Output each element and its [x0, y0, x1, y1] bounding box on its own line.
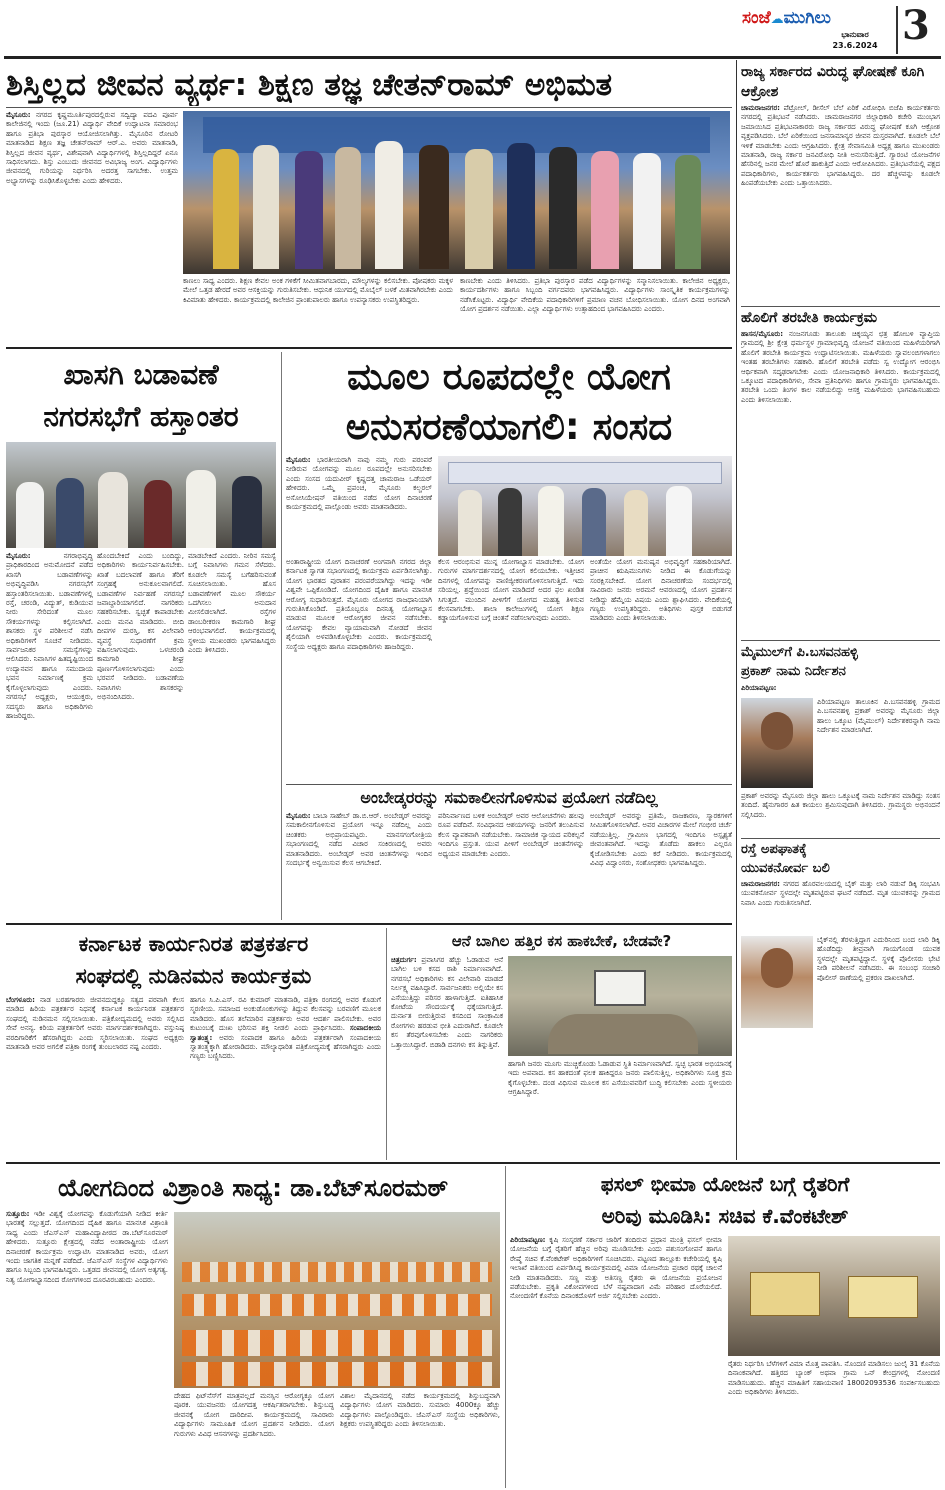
story3-col2: ಅಂತಾರಾಷ್ಟ್ರೀಯ ಯೋಗ ದಿನಾಚರಣೆ ಅಂಗವಾಗಿ ನಗರದ ಜಿಲ್ಲಾ ಕರ್ನಾಟಕ ಸ್ವಾಗತ ಸಭಾಂಗಣದಲ್ಲಿ ಕಾರ್ಯಕ್ರಮ ಏರ್ಪಡಿಸಲಾಗಿತ್ತು. ಯೋಗ ಭಾರತದ ಪುರಾತನ ಪರಂಪರೆಯಾಗಿದ್ದು ಇದನ್ನು ಇಡೀ ವಿಶ್ವವೇ ಒಪ್ಪಿಕೊಂಡಿದೆ. ಯೋಗದಿಂದ ದೈಹಿಕ ಹಾಗೂ ಮಾನಸಿಕ ಆರೋಗ್ಯ ಸುಧಾರಿಸುತ್ತದೆ. ಮೈಸೂರು ಯೋಗದ ರಾಜಧಾನಿಯಾಗಿ ಗುರುತಿಸಿಕೊಂಡಿದೆ. ಪ್ರತಿಯೊಬ್ಬರೂ ದಿನನಿತ್ಯ ಯೋಗಾಭ್ಯಾಸ ಮಾಡುವ ಮೂಲಕ ಆರೋಗ್ಯಕರ ಜೀವನ ನಡೆಸಬೇಕು. ಯೋಗವನ್ನು ಕೇವಲ ವ್ಯಾಯಾಮವಾಗಿ ನೋಡದೆ ಜೀವನ ಶೈಲಿಯಾಗಿ ಅಳವಡಿಸಿಕೊಳ್ಳಬೇಕು ಎಂದರು. ಕಾರ್ಯಕ್ರಮದಲ್ಲಿ ಸಂಸ್ಥೆಯ ಅಧ್ಯಕ್ಷರು ಹಾಗೂ ಪದಾಧಿಕಾರಿಗಳು ಹಾಜರಿದ್ದರು.: [286, 558, 432, 651]
guest-figure-2: [253, 145, 279, 269]
story6-headline: ಆನೆ ಬಾಗಿಲ ಹತ್ತಿರ ಕಸ ಹಾಕಬೇಕೆ, ಬೇಡವೇ?: [451, 932, 672, 950]
sidebar4-headline-line2: ಯುವಕನೋರ್ವ ಬಲಿ: [741, 861, 830, 876]
sidebar1-dateline: ಚಾಮರಾಜನಗರ:: [741, 104, 780, 112]
crowd-figure-5: [186, 470, 216, 548]
stage-banner: [203, 117, 710, 153]
event-guest-4: [582, 488, 606, 556]
story5-col2-text: ಹಾಗೂ ಸಿ.ಪಿ.ಎಸ್. ರವಿ ಕುಮಾರ್ ಮಾತನಾಡಿ, ಪತ್ರಿಕಾ ರಂಗದಲ್ಲಿ ಅವರ ಕೊಡುಗೆ ಸ್ಮರಣೀಯ. ಸಮಾಜದ ಅಂಕುಡೊಂಕುಗಳನ್ನು ತಿದ್ದುವ ಕೆಲಸವನ್ನು ಬರವಣಿಗೆ ಮೂಲಕ ಮಾಡಿದರು. ಹೊಸ ತಲೆಮಾರಿನ ಪತ್ರಕರ್ತರು ಅವರ ಆದರ್ಶ ಪಾಲಿಸಬೇಕು. ಅವರ ಕುಟುಂಬಕ್ಕೆ ದುಃಖ ಭರಿಸುವ ಶಕ್ತಿ ನೀಡಲಿ ಎಂದು ಪ್ರಾರ್ಥಿಸಿದರು.: [190, 996, 381, 1033]
sidebar3-headline-line1: ಮೈಮುಲ್‌ಗೆ ಪಿ.ಬಸವನಹಳ್ಳಿ: [741, 645, 858, 660]
masthead-logo: [742, 7, 892, 29]
masthead-divider: [896, 6, 898, 54]
garbage-pile: [548, 1014, 698, 1054]
story3-headline-line2: ಅನುಸರಣೆಯಾಗಲಿ: ಸಂಸದ: [345, 405, 673, 448]
story4-col1-text: ಬಾಬಾ ಸಾಹೇಬ್ ಡಾ.ಬಿ.ಆರ್. ಅಂಬೇಡ್ಕರ್ ಅವರನ್ನು ಸಮಕಾಲೀನಗೊಳಿಸುವ ಪ್ರಯೋಗ ಇನ್ನೂ ನಡೆದಿಲ್ಲ ಎಂದು ಚಿಂತಕರು ಅಭಿಪ್ರಾಯಪಟ್ಟರು. ಮಾನಸಗಂಗೋತ್ರಿಯ ಸಭಾಂಗಣದಲ್ಲಿ ನಡೆದ ವಿಚಾರ ಸಂಕಿರಣದಲ್ಲಿ ಅವರು ಮಾತನಾಡಿದರು. ಅಂಬೇಡ್ಕರ್ ಅವರ ಚಿಂತನೆಗಳನ್ನು ಇಂದಿನ ಸಂದರ್ಭಕ್ಕೆ ಅನ್ವಯಿಸುವ ಕೆಲಸ ಆಗಬೇಕಿದೆ.: [286, 812, 432, 868]
story5-col2-more: ಅವರು ಸಂಪಾದಕ ಹಾಗೂ ಹಿರಿಯ ಪತ್ರಕರ್ತರಾಗಿ ಸಂಪಾದಕೀಯ ಸ್ವಾತಂತ್ರ್ಯಕ್ಕಾಗಿ ಹೋರಾಡಿದರು. ಮೌಲ್ಯಾಧಾರಿತ ಪತ್ರಿಕೋದ್ಯಮಕ್ಕೆ ಹೆಸರಾಗಿದ್ದರು ಎಂದು ಗಣ್ಯರು ಬಣ್ಣಿಸಿದರು.: [190, 1033, 381, 1061]
rule-below-story1: [6, 347, 732, 349]
story6-col2: ಹಾಗಾಗಿ ಜನರು ಮೂಗು ಮುಚ್ಚಿಕೊಂಡು ಓಡಾಡುವ ಸ್ಥಿತಿ ನಿರ್ಮಾಣವಾಗಿದೆ. ಸ್ವಚ್ಛ ಭಾರತ ಅಭಿಯಾನಕ್ಕೆ ಇದು ಅಪವಾದ. ಕಸ ಹಾಕದಂತೆ ಫಲಕ ಹಾಕಿದ್ದರೂ ಜನರು ಪಾಲಿಸುತ್ತಿಲ್ಲ. ಅಧಿಕಾರಿಗಳು ಸೂಕ್ತ ಕ್ರಮ ಕೈಗೊಳ್ಳಬೇಕು. ದಂಡ ವಿಧಿಸುವ ಮೂಲಕ ಕಸ ಎಸೆಯುವವರಿಗೆ ಬುದ್ಧಿ ಕಲಿಸಬೇಕು ಎಂದು ಸ್ಥಳೀಯರು ಆಗ್ರಹಿಸಿದ್ದಾರೆ.: [508, 1060, 732, 1097]
story2-photo: [6, 442, 276, 548]
sidebar2-headline: ಹೊಲಿಗೆ ತರಬೇತಿ ಕಾರ್ಯಕ್ರಮ: [741, 310, 878, 326]
story5-col2-dateline: ಸಂಪಾದಕೀಯ ಸ್ವಾತಂತ್ರ್ಯ:: [190, 1024, 381, 1042]
masthead-date: 23.6.2024: [832, 41, 878, 50]
story5-divider: [386, 928, 387, 1160]
sidebar3-headline-line2: ಪ್ರಕಾಶ್ ನಾಮ ನಿರ್ದೇಶನ: [741, 664, 846, 679]
guest-figure-4: [335, 147, 361, 269]
sidebar3-body-bottom: ಪ್ರಕಾಶ್ ಅವರನ್ನು ಮೈಸೂರು ಜಿಲ್ಲಾ ಹಾಲು ಒಕ್ಕೂಟಕ್ಕೆ ನಾಮ ನಿರ್ದೇಶನ ಮಾಡಿದ್ದು ಸಂತಸ ತಂದಿದೆ. ಹೈನುಗಾರರ ಹಿತ ಕಾಯಲು ಶ್ರಮಿಸುವುದಾಗಿ ತಿಳಿಸಿದರು. ಗ್ರಾಮಸ್ಥರು ಅಭಿನಂದನೆ ಸಲ್ಲಿಸಿದರು.: [741, 792, 940, 819]
guest-figure-9: [549, 147, 577, 269]
guest-figure-5: [375, 141, 403, 269]
story3-col1: [286, 456, 432, 554]
guest-figure-11: [633, 153, 661, 269]
story6-photo: [508, 956, 732, 1056]
sidebar2-rule: [741, 640, 940, 641]
event-guest-5: [624, 490, 648, 556]
story8-photo: [728, 1236, 940, 1356]
crowd-figure-2: [56, 478, 84, 548]
crowd-figure-4: [144, 480, 172, 548]
rule-above-bottom: [6, 1162, 940, 1164]
story5-col2: [190, 996, 381, 1158]
guest-figure-6: [419, 145, 449, 269]
story1-headline: ಶಿಸ್ತಿಲ್ಲದ ಜೀವನ ವ್ಯರ್ಥ: ಶಿಕ್ಷಣ ತಜ್ಞ ಚೇತನ್‌ರಾಮ್ ಅಭಿಮತ: [6, 67, 613, 103]
story1-col2: ಕಾಣಲು ಸಾಧ್ಯ ಎಂದರು. ಶಿಕ್ಷಣ ಕೇವಲ ಅಂಕ ಗಳಿಕೆಗೆ ಸೀಮಿತವಾಗಬಾರದು, ಮೌಲ್ಯಗಳನ್ನು ಕಲಿಸಬೇಕು. ಪೋಷಕರು ಮಕ್ಕಳ ಮೇಲೆ ಒತ್ತಡ ಹೇರದೆ ಅವರ ಆಸಕ್ತಿಯನ್ನು ಗುರುತಿಸಬೇಕು. ಆಧುನಿಕ ಯುಗದಲ್ಲಿ ಮೊಬೈಲ್ ಬಳಕೆ ಮಿತವಾಗಿರಬೇಕು ಎಂದು ಕಿವಿಮಾತು ಹೇಳಿದರು. ಕಾರ್ಯಕ್ರಮದಲ್ಲಿ ಕಾಲೇಜಿನ ಪ್ರಾಂಶುಪಾಲರು ಹಾಗೂ ಉಪನ್ಯಾಸಕರು ಉಪಸ್ಥಿತರಿದ್ದರು.: [183, 277, 453, 304]
event-guest-1: [458, 490, 482, 556]
story7-col1: [6, 1210, 168, 1486]
event-guest-6: [666, 486, 692, 556]
story5-dateline: ಬೆಂಗಳೂರು:: [6, 996, 35, 1004]
sidebar1-text: ಪೆಟ್ರೋಲ್, ಡೀಸೆಲ್ ಬೆಲೆ ಏರಿಕೆ ವಿರೋಧಿಸಿ ಬಿಜೆಪಿ ಕಾರ್ಯಕರ್ತರು ನಗರದಲ್ಲಿ ಪ್ರತಿಭಟನೆ ನಡೆಸಿದರು. ಚಾಮರಾಜನಗರ ಜಿಲ್ಲಾಧಿಕಾರಿ ಕಚೇರಿ ಮುಂಭಾಗ ಜಮಾಯಿಸಿದ ಪ್ರತಿಭಟನಾಕಾರರು ರಾಜ್ಯ ಸರ್ಕಾರದ ವಿರುದ್ಧ ಘೋಷಣೆ ಕೂಗಿ ಆಕ್ರೋಶ ವ್ಯಕ್ತಪಡಿಸಿದರು. ಬೆಲೆ ಏರಿಕೆಯಿಂದ ಜನಸಾಮಾನ್ಯರ ಜೀವನ ದುಸ್ತರವಾಗಿದೆ. ಕೂಡಲೇ ಬೆಲೆ ಇಳಿಕೆ ಮಾಡಬೇಕು ಎಂದು ಆಗ್ರಹಿಸಿದರು. ಕ್ಷೇತ್ರ ಸೇವಾಸಮಿತಿ ಅಧ್ಯಕ್ಷ ಹಾಗೂ ಮುಖಂಡರು ಮಾತನಾಡಿ, ರಾಜ್ಯ ಸರ್ಕಾರ ಜನವಿರೋಧಿ ನೀತಿ ಅನುಸರಿಸುತ್ತಿದೆ. ಗ್ಯಾರಂಟಿ ಯೋಜನೆಗಳ ಹೆಸರಿನಲ್ಲಿ ಜನರ ಮೇಲೆ ಹೊರೆ ಹಾಕುತ್ತಿದೆ ಎಂದು ಆರೋಪಿಸಿದರು. ಪ್ರತಿಭಟನೆಯಲ್ಲಿ ಪಕ್ಷದ ಪದಾಧಿಕಾರಿಗಳು, ಕಾರ್ಯಕರ್ತರು ಭಾಗವಹಿಸಿದ್ದರು. ದರ ಹೆಚ್ಚಳವನ್ನು ಕೂಡಲೇ ಹಿಂಪಡೆಯಬೇಕು ಎಂದು ಒತ್ತಾಯಿಸಿದರು.: [741, 104, 940, 188]
sidebar3-dateline: ಪಿರಿಯಾಪಟ್ಟಣ:: [741, 684, 777, 692]
story7-photo: [174, 1212, 500, 1388]
masthead: [740, 4, 940, 56]
event-banner: [448, 462, 722, 484]
sidebar2-body: [741, 330, 940, 620]
sidebar4-text-top: ನಗರದ ಹೊರವಲಯದಲ್ಲಿ ಬೈಕ್ ಮತ್ತು ಲಾರಿ ನಡುವೆ ಡಿಕ್ಕಿ ಸಂಭವಿಸಿ ಯುವಕನೋರ್ವ ಸ್ಥಳದಲ್ಲೇ ಮೃತಪಟ್ಟಿರುವ ಘಟನೆ ನಡೆದಿದೆ. ಮೃತ ಯುವಕನನ್ನು ಗ್ರಾಮದ ನಿವಾಸಿ ಎಂದು ಗುರುತಿಸಲಾಗಿದೆ.: [741, 880, 940, 907]
yoga-row-1: [182, 1262, 492, 1282]
story8-headline-line2: ಅರಿವು ಮೂಡಿಸಿ: ಸಚಿವ ಕೆ.ವೆಂಕಟೇಶ್: [601, 1204, 849, 1228]
story2-col1-text: ನಗರಾಭಿವೃದ್ಧಿ ಪ್ರಾಧಿಕಾರದಿಂದ ಅನುಮೋದನೆ ಪಡೆದ ಖಾಸಗಿ ಬಡಾವಣೆಗಳನ್ನು ಅಭಿವೃದ್ಧಿಪಡಿಸಿ ನಗರಸಭೆಗೆ ಹಸ್ತಾಂತರಿಸಲಾಯಿತು. ಬಡಾವಣೆಗಳಲ್ಲಿ ರಸ್ತೆ, ಚರಂಡಿ, ವಿದ್ಯುತ್, ಕುಡಿಯುವ ನೀರು ಸೇರಿದಂತೆ ಮೂಲ ಸೌಕರ್ಯಗಳನ್ನು ಕಲ್ಪಿಸಲಾಗಿದೆ. ಶಾಸಕರು ಸ್ಥಳ ಪರಿಶೀಲನೆ ನಡೆಸಿ ಅಧಿಕಾರಿಗಳಿಗೆ ಸೂಚನೆ ನೀಡಿದರು. ಸಾರ್ವಜನಿಕರ ಸಮಸ್ಯೆಗಳನ್ನು ಆಲಿಸಿದರು. ನಿವಾಸಿಗಳ ಹಿತದೃಷ್ಟಿಯಿಂದ ಉದ್ಯಾನವನ ಹಾಗೂ ಸಮುದಾಯ ಭವನ ನಿರ್ಮಾಣಕ್ಕೆ ಕ್ರಮ ಕೈಗೊಳ್ಳಲಾಗುವುದು ಎಂದರು. ನಗರಸಭೆ ಅಧ್ಯಕ್ಷರು, ಆಯುಕ್ತರು, ಸದಸ್ಯರು ಹಾಗೂ ಅಧಿಕಾರಿಗಳು ಹಾಜರಿದ್ದರು.: [6, 552, 93, 720]
story2-dateline: ಮೈಸೂರು:: [6, 552, 31, 560]
story7-dateline: ಸುತ್ತೂರು:: [6, 1210, 30, 1218]
yoga-row-4: [182, 1362, 492, 1386]
story1-col1-text: ನಗರದ ಕೃಷ್ಣಮೂರ್ತಿಪುರದಲ್ಲಿರುವ ಸದ್ವಿದ್ಯಾ ಪದವಿ ಪೂರ್ವ ಕಾಲೇಜಿನಲ್ಲಿ ಇಂದು (ಜೂ.21) ವಿದ್ಯಾರ್ಥಿ ವೇದಿಕೆ ಉದ್ಘಾಟನಾ ಸಮಾರಂಭ ಹಾಗೂ ಪ್ರತಿಭಾ ಪುರಸ್ಕಾರ ಆಯೋಜಿಸಲಾಗಿತ್ತು. ಮೈಸೂರಿನ ರೋಟರಿ ಮಾತನಾಡಿದ ಶಿಕ್ಷಣ ತಜ್ಞ ಚೇತನ್‌ರಾಮ್ ಆರ್.ಎ. ಅವರು ಮಾತನಾಡಿ, ಶಿಸ್ತಿಲ್ಲದ ಜೀವನ ವ್ಯರ್ಥ, ವಿಶೇಷವಾಗಿ ವಿದ್ಯಾರ್ಥಿಗಳಲ್ಲಿ ಶಿಸ್ತಿಲ್ಲದಿದ್ದರೆ ಏನೂ ಸಾಧಿಸಲಾಗದು. ಶಿಸ್ತು ಎಂಬುದು ಜೀವನದ ಅವಿಭಾಜ್ಯ ಅಂಗ. ವಿದ್ಯಾರ್ಥಿಗಳು ಜೀವನದಲ್ಲಿ ಗುರಿಯನ್ನು ನಿರ್ಧರಿಸಿ ಅದರತ್ತ ಸಾಗಬೇಕು. ಉತ್ತಮ ಅಭ್ಯಾಸಗಳನ್ನು ರೂಢಿಸಿಕೊಳ್ಳಬೇಕು ಎಂದು ಹೇಳಿದರು.: [6, 111, 178, 185]
portrait-face: [761, 712, 793, 750]
story7-col1-text: ಇಡೀ ವಿಶ್ವಕ್ಕೆ ಯೋಗವನ್ನು ಕೊಡುಗೆಯಾಗಿ ನೀಡಿದ ಕೀರ್ತಿ ಭಾರತಕ್ಕೆ ಸಲ್ಲುತ್ತದೆ. ಯೋಗದಿಂದ ದೈಹಿಕ ಹಾಗೂ ಮಾನಸಿಕ ವಿಶ್ರಾಂತಿ ಸಾಧ್ಯ ಎಂದು ಜೆಎಸ್ಎಸ್ ಮಹಾವಿದ್ಯಾಪೀಠದ ಡಾ.ಬೆಟ್‌ಸೂರಮಠ್ ಹೇಳಿದರು. ಸುತ್ತೂರು ಕ್ಷೇತ್ರದಲ್ಲಿ ನಡೆದ ಅಂತಾರಾಷ್ಟ್ರೀಯ ಯೋಗ ದಿನಾಚರಣೆ ಕಾರ್ಯಕ್ರಮ ಉದ್ಘಾಟಿಸಿ ಮಾತನಾಡಿದ ಅವರು, ಯೋಗ ಇಂದು ಜಾಗತಿಕ ಮನ್ನಣೆ ಪಡೆದಿದೆ. ಜೆಎಸ್ಎಸ್ ಸಂಸ್ಥೆಗಳ ವಿದ್ಯಾರ್ಥಿಗಳು ಹಾಗೂ ಸಿಬ್ಬಂದಿ ಭಾಗವಹಿಸಿದ್ದರು. ಒತ್ತಡದ ಜೀವನದಲ್ಲಿ ಯೋಗ ಅತ್ಯಗತ್ಯ. ನಿತ್ಯ ಯೋಗಾಭ್ಯಾಸದಿಂದ ರೋಗಗಳಿಂದ ದೂರವಿರಬಹುದು ಎಂದರು.: [6, 1210, 168, 1284]
sidebar4-headline-line1: ರಸ್ತೆ ಅಪಘಾತಕ್ಕೆ: [741, 842, 807, 857]
masthead-day: ಭಾನುವಾರ: [841, 30, 869, 39]
story5-col1-text: ನಾಡ ಬರಹಗಾರರು ಜೀವನದುದ್ದಕ್ಕೂ ಸತ್ಯದ ಪರವಾಗಿ ಕೆಲಸ ಮಾಡಿದ ಹಿರಿಯ ಪತ್ರಕರ್ತರ ನಿಧನಕ್ಕೆ ಕರ್ನಾಟಕ ಕಾರ್ಯನಿರತ ಪತ್ರಕರ್ತರ ಸಂಘದಲ್ಲಿ ನುಡಿನಮನ ಸಲ್ಲಿಸಲಾಯಿತು. ಪತ್ರಿಕೋದ್ಯಮದಲ್ಲಿ ಅವರು ಸಲ್ಲಿಸಿದ ಸೇವೆ ಅನನ್ಯ. ಕಿರಿಯ ಪತ್ರಕರ್ತರಿಗೆ ಅವರು ಮಾರ್ಗದರ್ಶಕರಾಗಿದ್ದರು. ವಸ್ತುನಿಷ್ಠ ವರದಿಗಾರಿಕೆಗೆ ಹೆಸರಾಗಿದ್ದರು ಎಂದು ಸ್ಮರಿಸಲಾಯಿತು. ಸಂಘದ ಅಧ್ಯಕ್ಷರು ಮಾತನಾಡಿ ಅವರ ಅಗಲಿಕೆ ಪತ್ರಿಕಾ ರಂಗಕ್ಕೆ ತುಂಬಲಾರದ ನಷ್ಟ ಎಂದರು.: [6, 996, 184, 1052]
story1-dateline: ಮೈಸೂರು:: [6, 111, 31, 119]
sidebar1-headline: ರಾಜ್ಯ ಸರ್ಕಾರದ ವಿರುದ್ಧ ಘೋಷಣೆ ಕೂಗಿ ಆಕ್ರೋಶ: [741, 64, 925, 100]
rule-below-middle: [6, 923, 732, 925]
story2-divider: [281, 352, 282, 920]
masthead-name-part1: ಸಂಜೆ: [742, 8, 771, 28]
story1-col1: [6, 111, 178, 343]
event-guest-3: [538, 486, 564, 556]
story4-headline: ಅಂಬೇಡ್ಕರರನ್ನು ಸಮಕಾಲೀನಗೊಳಿಸುವ ಪ್ರಯೋಗ ನಡೆದಿಲ್ಲ: [360, 788, 658, 807]
story7-headline: ಯೋಗದಿಂದ ವಿಶ್ರಾಂತಿ ಸಾಧ್ಯ: ಡಾ.ಬೆಟ್‌ಸೂರಮಠ್: [57, 1174, 449, 1202]
story6-col1: [391, 956, 503, 1158]
story2-headline-line1: ಖಾಸಗಿ ಬಡಾವಣೆ: [63, 358, 219, 391]
guest-figure-3: [295, 151, 323, 269]
sidebar2-dateline: ಹಾಸನ/ಮೈಸೂರು:: [741, 330, 784, 338]
sidebar4-dateline: ಚಾಮರಾಜನಗರ:: [741, 880, 780, 888]
story3-headline-line1: ಮೂಲ ರೂಪದಲ್ಲೇ ಯೋಗ: [347, 355, 671, 398]
guest-figure-10: [591, 151, 619, 269]
story3-col4: ಅಂತೆಯೇ ಯೋಗ ಮನುಷ್ಯನ ಅಭಿವೃದ್ಧಿಗೆ ಸಹಕಾರಿಯಾಗಿದೆ. ಪ್ರಾಚೀನ ಋಷಿಮುನಿಗಳು ನೀಡಿದ ಈ ಕೊಡುಗೆಯನ್ನು ಸಂರಕ್ಷಿಸಬೇಕಿದೆ. ಯೋಗ ದಿನಾಚರಣೆಯ ಸಂದರ್ಭದಲ್ಲಿ ಸಾವಿರಾರು ಜನರು ಅರಮನೆ ಆವರಣದಲ್ಲಿ ಯೋಗ ಪ್ರದರ್ಶನ ನೀಡಿದ್ದು ಹೆಮ್ಮೆಯ ವಿಷಯ ಎಂದು ಶ್ಲಾಘಿಸಿದರು. ವೇದಿಕೆಯಲ್ಲಿ ಗಣ್ಯರು ಉಪಸ್ಥಿತರಿದ್ದರು. ಅತಿಥಿಗಳು ಪುಸ್ತಕ ಬಿಡುಗಡೆ ಮಾಡಿದರು ಎಂದು ತಿಳಿಸಲಾಯಿತು.: [590, 558, 732, 623]
story1-photo: [183, 111, 730, 274]
guest-figure-1: [213, 149, 239, 269]
story8-col1-text: ಕೃಷಿ ಸಂಸ್ಕರಣೆ ಸರ್ಕಾರ ಜಾರಿಗೆ ತಂದಿರುವ ಪ್ರಧಾನ ಮಂತ್ರಿ ಫಸಲ್ ಭೀಮಾ ಯೋಜನೆಯ ಬಗ್ಗೆ ರೈತರಿಗೆ ಹೆಚ್ಚಿನ ಅರಿವು ಮೂಡಿಸಬೇಕು ಎಂದು ಪಶುಸಂಗೋಪನೆ ಹಾಗೂ ರೇಷ್ಮೆ ಸಚಿವ ಕೆ.ವೆಂಕಟೇಶ್ ಅಧಿಕಾರಿಗಳಿಗೆ ಸೂಚಿಸಿದರು. ಪಟ್ಟಣದ ತಾಲ್ಲೂಕು ಕಚೇರಿಯಲ್ಲಿ ಕೃಷಿ ಇಲಾಖೆ ವತಿಯಿಂದ ಏರ್ಪಡಿಸಿದ್ದ ಕಾರ್ಯಕ್ರಮದಲ್ಲಿ ವಿಮಾ ಯೋಜನೆಯ ಪ್ರಚಾರ ರಥಕ್ಕೆ ಚಾಲನೆ ನೀಡಿ ಮಾತನಾಡಿದರು. ಸಣ್ಣ ಮತ್ತು ಅತಿಸಣ್ಣ ರೈತರು ಈ ಯೋಜನೆಯ ಪ್ರಯೋಜನ ಪಡೆಯಬೇಕು. ಪ್ರಕೃತಿ ವಿಕೋಪಗಳಿಂದ ಬೆಳೆ ನಷ್ಟವಾದಾಗ ವಿಮೆ ಪರಿಹಾರ ದೊರೆಯಲಿದೆ. ನೋಂದಣಿಗೆ ಕೊನೆಯ ದಿನಾಂಕದೊಳಗೆ ಅರ್ಜಿ ಸಲ್ಲಿಸಬೇಕು ಎಂದರು.: [510, 1236, 722, 1301]
sidebar1-body: [741, 104, 940, 304]
sidebar3-dateline-block: [741, 684, 940, 696]
story7-col3: ವಿಶಾಲ ಮೈದಾನದಲ್ಲಿ ನಡೆದ ಕಾರ್ಯಕ್ರಮದಲ್ಲಿ ಶಿಸ್ತುಬದ್ಧವಾಗಿ ವಿದ್ಯಾರ್ಥಿಗಳು ಯೋಗ ಮಾಡಿದರು. ಸುಮಾರು 4000ಕ್ಕೂ ಹೆಚ್ಚು ವಿದ್ಯಾರ್ಥಿಗಳು ಪಾಲ್ಗೊಂಡಿದ್ದರು. ಜೆಎಸ್ಎಸ್ ಸಂಸ್ಥೆಯ ಅಧಿಕಾರಿಗಳು, ಶಿಕ್ಷಕರು ಉಪಸ್ಥಿತರಿದ್ದರು ಎಂದು ತಿಳಿಸಲಾಯಿತು.: [340, 1392, 500, 1429]
sidebar2-text: ನಂಜನಗೂಡು ತಾಲೂಕು ಚಿಕ್ಕಯ್ಯನ ಛತ್ರ ಹೋಬಳಿ ವ್ಯಾಪ್ತಿಯ ಗ್ರಾಮದಲ್ಲಿ ಶ್ರೀ ಕ್ಷೇತ್ರ ಧರ್ಮಸ್ಥಳ ಗ್ರಾಮಾಭಿವೃದ್ಧಿ ಯೋಜನೆ ವತಿಯಿಂದ ಮಹಿಳೆಯರಿಗಾಗಿ ಹೊಲಿಗೆ ತರಬೇತಿ ಕಾರ್ಯಕ್ರಮ ಉದ್ಘಾಟಿಸಲಾಯಿತು. ಮಹಿಳೆಯರು ಸ್ವಾವಲಂಬಿಗಳಾಗಲು ಇಂತಹ ತರಬೇತಿಗಳು ಸಹಕಾರಿ. ಹೊಲಿಗೆ ತರಬೇತಿ ಪಡೆದು ಸ್ವ ಉದ್ಯೋಗ ಆರಂಭಿಸಿ ಆರ್ಥಿಕವಾಗಿ ಸದೃಢರಾಗಬೇಕು ಎಂದು ಯೋಜನಾಧಿಕಾರಿ ತಿಳಿಸಿದರು. ಕಾರ್ಯಕ್ರಮದಲ್ಲಿ ಒಕ್ಕೂಟದ ಪದಾಧಿಕಾರಿಗಳು, ಸೇವಾ ಪ್ರತಿನಿಧಿಗಳು ಹಾಗೂ ಗ್ರಾಮಸ್ಥರು ಭಾಗವಹಿಸಿದ್ದರು. ತರಬೇತಿ ಒಂದು ತಿಂಗಳ ಕಾಲ ನಡೆಯಲಿದ್ದು ಆಸಕ್ತ ಮಹಿಳೆಯರು ಭಾಗವಹಿಸಬಹುದು ಎಂದು ತಿಳಿಸಲಾಯಿತು.: [741, 330, 940, 404]
yoga-row-3: [182, 1330, 492, 1356]
story2-col2: ಹೊಂದಬೇಕಿದೆ ಎಂದು ಬಂದಿದ್ದು, ಅಧಿಕಾರಿಗಳು ಕಾರ್ಯನಿರ್ವಹಿಸಬೇಕು. ಖಾತೆ ಬದಲಾವಣೆ ಹಾಗೂ ತೆರಿಗೆ ಸಂಗ್ರಹಕ್ಕೆ ಅನುಕೂಲವಾಗಲಿದೆ. ಬಡಾವಣೆಗಳ ನಿರ್ವಹಣೆ ನಗರಸಭೆ ಜವಾಬ್ದಾರಿಯಾಗಲಿದೆ. ನಾಗರಿಕರು ಸಹಕರಿಸಬೇಕು. ಸ್ವಚ್ಛತೆ ಕಾಪಾಡಬೇಕು ಎಂದು ಮನವಿ ಮಾಡಿದರು. ಬೀದಿ ದೀಪಗಳ ದುರಸ್ತಿ, ಕಸ ವಿಲೇವಾರಿ ವ್ಯವಸ್ಥೆ ಸುಧಾರಣೆಗೆ ಕ್ರಮ ವಹಿಸಲಾಗುವುದು. ಒಳಚರಂಡಿ ಕಾಮಗಾರಿ ಶೀಘ್ರ ಪೂರ್ಣಗೊಳಿಸಲಾಗುವುದು ಎಂದು ಭರವಸೆ ನೀಡಿದರು. ಬಡಾವಣೆಯ ನಿವಾಸಿಗಳು ಶಾಸಕರನ್ನು ಅಭಿನಂದಿಸಿದರು.: [97, 552, 184, 702]
story6-col1-text: ಪ್ರವಾಸಿಗರ ಹೆಚ್ಚು ಓಡಾಡುವ ಆನೆ ಬಾಗಿಲ ಬಳಿ ಕಸದ ರಾಶಿ ನಿರ್ಮಾಣವಾಗಿದೆ. ನಗರಸಭೆ ಅಧಿಕಾರಿಗಳು ಕಸ ವಿಲೇವಾರಿ ಮಾಡದೆ ನಿರ್ಲಕ್ಷ್ಯ ವಹಿಸಿದ್ದಾರೆ. ಸಾರ್ವಜನಿಕರು ಅಲ್ಲಿಯೇ ಕಸ ಎಸೆಯುತ್ತಿದ್ದು ಪರಿಸರ ಹಾಳಾಗುತ್ತಿದೆ. ಐತಿಹಾಸಿಕ ಕೋಟೆಯ ಸೌಂದರ್ಯಕ್ಕೆ ಧಕ್ಕೆಯಾಗುತ್ತಿದೆ. ದುರ್ನಾತ ಬೀರುತ್ತಿರುವ ಕಸದಿಂದ ಸಾಂಕ್ರಾಮಿಕ ರೋಗಗಳು ಹರಡುವ ಭೀತಿ ಎದುರಾಗಿದೆ. ಕೂಡಲೇ ಕಸ ತೆರವುಗೊಳಿಸಬೇಕು ಎಂದು ನಾಗರಿಕರು ಒತ್ತಾಯಿಸಿದ್ದಾರೆ. ಬಿಡಾಡಿ ದನಗಳು ಕಸ ತಿನ್ನುತ್ತಿವೆ.: [391, 956, 503, 1049]
poster-held-2: [848, 1276, 918, 1318]
cloud-icon: ☁: [770, 12, 784, 27]
story3-photo: [438, 456, 732, 556]
story4-col1: [286, 812, 432, 920]
guest-figure-8: [507, 143, 535, 269]
masthead-rule: [4, 56, 941, 59]
event-guest-2: [498, 488, 522, 556]
crowd-figure-3: [98, 472, 128, 548]
story3-dateline: ಮೈಸೂರು:: [286, 456, 311, 464]
story5-headline-line2: ಸಂಘದಲ್ಲಿ ನುಡಿನಮನ ಕಾರ್ಯಕ್ರಮ: [75, 964, 312, 988]
crowd-figure-6: [232, 476, 262, 548]
sidebar3-body-top: ಪಿರಿಯಾಪಟ್ಟಣ ತಾಲೂಕಿನ ಪಿ.ಬಸವನಹಳ್ಳಿ ಗ್ರಾಮದ ಪಿ.ಬಸವನಹಳ್ಳಿ ಪ್ರಕಾಶ್ ಅವರನ್ನು ಮೈಸೂರು ಜಿಲ್ಲಾ ಹಾಲು ಒಕ್ಕೂಟ (ಮೈಮುಲ್) ನಿರ್ದೇಶಕರನ್ನಾಗಿ ನಾಮ ನಿರ್ದೇಶನ ಮಾಡಲಾಗಿದೆ.: [817, 698, 940, 735]
story3-col1-text: ಭಾರತೀಯರಾಗಿ ನಾವು ನಮ್ಮ ಗುರು ಪರಂಪರೆ ನೀಡಿರುವ ಯೋಗವನ್ನು ಮೂಲ ರೂಪದಲ್ಲೇ ಅನುಸರಿಸಬೇಕು ಎಂದು ಸಂಸದ ಯದುವೀರ್ ಕೃಷ್ಣದತ್ತ ಚಾಮರಾಜ ಒಡೆಯರ್ ಹೇಳಿದರು. ಒಮ್ಮೆ ಪ್ರಪಂಚ, ಮೈಸೂರು ಕಲ್ಚರಲ್ ಅಸೋಸಿಯೇಷನ್ ವತಿಯಿಂದ ನಡೆದ ಯೋಗ ದಿನಾಚರಣೆ ಕಾರ್ಯಕ್ರಮದಲ್ಲಿ ಪಾಲ್ಗೊಂಡು ಅವರು ಮಾತನಾಡಿದರು.: [286, 456, 432, 512]
story8-col2: ರೈತರು ನಿರ್ಧರಿಸಿ ಬೆಳೆಗಳಿಗೆ ವಿಮಾ ಮೊತ್ತ ಪಾವತಿಸಿ. ನೊಂದಣಿ ಮಾಡಿಸಲು ಜುಲೈ 31 ಕೊನೆಯ ದಿನಾಂಕವಾಗಿದೆ. ಹತ್ತಿರದ ಬ್ಯಾಂಕ್ ಅಥವಾ ಗ್ರಾಮ ಒನ್ ಕೇಂದ್ರಗಳಲ್ಲಿ ನೋಂದಣಿ ಮಾಡಿಸಬಹುದು. ಹೆಚ್ಚಿನ ಮಾಹಿತಿಗೆ ಸಹಾಯವಾಣಿ 18002093536 ಸಂಪರ್ಕಿಸಬಹುದು ಎಂದು ಅಧಿಕಾರಿಗಳು ತಿಳಿಸಿದರು.: [728, 1360, 940, 1397]
guest-figure-12: [675, 155, 701, 269]
story6-dateline: ಚಿತ್ರದುರ್ಗ:: [391, 956, 417, 964]
page-number: 3: [902, 2, 930, 49]
story4-col2: ಪರಿನಿರ್ವಾಣದ ಬಳಿಕ ಅಂಬೇಡ್ಕರ್ ಅವರ ಆಲೋಚನೆಗಳು ಹಲವು ರೂಪ ಪಡೆದಿವೆ. ಸಂವಿಧಾನದ ಆಶಯಗಳನ್ನು ಜನರಿಗೆ ತಲುಪಿಸುವ ಕೆಲಸ ವ್ಯಾಪಕವಾಗಿ ನಡೆಯಬೇಕು. ಸಾಮಾಜಿಕ ನ್ಯಾಯದ ಪರಿಕಲ್ಪನೆ ಇಂದಿಗೂ ಪ್ರಸ್ತುತ. ಯುವ ಪೀಳಿಗೆ ಅಂಬೇಡ್ಕರ್ ಚಿಂತನೆಗಳನ್ನು ಅಧ್ಯಯನ ಮಾಡಬೇಕು ಎಂದರು.: [438, 812, 584, 858]
guest-figure-7: [465, 149, 493, 269]
story2-col1: [6, 552, 93, 920]
sidebar4-body-top: [741, 880, 940, 934]
story1-col3: ಕಾಣಬೇಕು ಎಂದು ತಿಳಿಸಿದರು. ಪ್ರತಿಭಾ ಪುರಸ್ಕಾರ ಪಡೆದ ವಿದ್ಯಾರ್ಥಿಗಳನ್ನು ಸನ್ಮಾನಿಸಲಾಯಿತು. ಕಾಲೇಜಿನ ಅಧ್ಯಕ್ಷರು, ಕಾರ್ಯದರ್ಶಿಗಳು ಹಾಗೂ ಸಿಬ್ಬಂದಿ ವರ್ಗದವರು ಭಾಗವಹಿಸಿದ್ದರು. ವಿದ್ಯಾರ್ಥಿಗಳು ಸಾಂಸ್ಕೃತಿಕ ಕಾರ್ಯಕ್ರಮಗಳನ್ನು ನಡೆಸಿಕೊಟ್ಟರು. ವಿದ್ಯಾರ್ಥಿ ವೇದಿಕೆಯ ಪದಾಧಿಕಾರಿಗಳಿಗೆ ಪ್ರಮಾಣ ವಚನ ಬೋಧಿಸಲಾಯಿತು. ಯೋಗ ದಿನದ ಅಂಗವಾಗಿ ಯೋಗ ಪ್ರದರ್ಶನ ನಡೆಯಿತು. ಎಲ್ಲಾ ವಿದ್ಯಾರ್ಥಿಗಳು ಉತ್ಸಾಹದಿಂದ ಭಾಗವಹಿಸಿದರು ಎಂದರು.: [460, 277, 730, 314]
story4-col3: ಅಂಬೇಡ್ಕರ್ ಅವರನ್ನು ಪ್ರತಿಮೆ, ರಾಜಕಾರಣ, ಸ್ಮಾರಕಗಳಿಗೆ ಸೀಮಿತಗೊಳಿಸಲಾಗಿದೆ. ಅವರ ವಿಚಾರಗಳ ಮೇಲೆ ಗಂಭೀರ ಚರ್ಚೆ ನಡೆಯುತ್ತಿಲ್ಲ. ಗ್ರಾಮೀಣ ಭಾಗದಲ್ಲಿ ಇಂದಿಗೂ ಅಸ್ಪೃಶ್ಯತೆ ಜೀವಂತವಾಗಿದೆ. ಇದನ್ನು ತೊಡೆದು ಹಾಕಲು ಎಲ್ಲರೂ ಕೈಜೋಡಿಸಬೇಕು ಎಂದು ಕರೆ ನೀಡಿದರು. ಕಾರ್ಯಕ್ರಮದಲ್ಲಿ ವಿವಿಧ ವಿದ್ವಾಂಸರು, ಸಂಶೋಧಕರು ಭಾಗವಹಿಸಿದ್ದರು.: [590, 812, 732, 868]
sidebar1-rule: [741, 306, 940, 307]
story4-dateline: ಮೈಸೂರು:: [286, 812, 311, 820]
notice-board: [594, 970, 646, 1006]
story5-col1: [6, 996, 184, 1158]
masthead-name-part2: ಮುಗಿಲು: [783, 8, 831, 28]
story5-headline-line1: ಕರ್ನಾಟಕ ಕಾರ್ಯನಿರತ ಪತ್ರಕರ್ತರ: [78, 932, 309, 956]
story8-col1: [510, 1236, 722, 1486]
story7-divider: [505, 1166, 506, 1488]
crowd-figure-1: [16, 482, 44, 548]
story3-col3: ಕೆಲಸ ಆರಂಭಿಸುವ ಮುನ್ನ ಯೋಗಾಭ್ಯಾಸ ಮಾಡಬೇಕು. ಯೋಗ ಗುರುಗಳ ಮಾರ್ಗದರ್ಶನದಲ್ಲಿ ಯೋಗ ಕಲಿಯಬೇಕು. ಇತ್ತೀಚಿನ ದಿನಗಳಲ್ಲಿ ಯೋಗವನ್ನು ವಾಣಿಜ್ಯೀಕರಣಗೊಳಿಸಲಾಗುತ್ತಿದೆ. ಇದು ಸರಿಯಲ್ಲ. ಶ್ರದ್ಧೆಯಿಂದ ಯೋಗ ಮಾಡಿದರೆ ಅದರ ಫಲ ಖಂಡಿತ ಸಿಗುತ್ತದೆ. ಮುಂದಿನ ಪೀಳಿಗೆಗೆ ಯೋಗದ ಮಹತ್ವ ತಿಳಿಸುವ ಕೆಲಸವಾಗಬೇಕು. ಶಾಲಾ ಕಾಲೇಜುಗಳಲ್ಲಿ ಯೋಗ ಶಿಕ್ಷಣ ಕಡ್ಡಾಯಗೊಳಿಸುವ ಬಗ್ಗೆ ಚಿಂತನೆ ನಡೆಸಲಾಗುವುದು ಎಂದರು.: [438, 558, 584, 623]
sidebar4-portrait: [741, 936, 813, 1028]
story1-rule: [6, 107, 732, 108]
story8-dateline: ಪಿರಿಯಾಪಟ್ಟಣ:: [510, 1236, 546, 1244]
poster-held: [750, 1272, 820, 1316]
story8-headline-line1: ಫಸಲ್ ಭೀಮಾ ಯೋಜನೆ ಬಗ್ಗೆ ರೈತರಿಗೆ: [600, 1172, 850, 1196]
story3-rule: [286, 784, 732, 785]
sidebar3-rule: [741, 838, 940, 839]
yoga-row-2: [182, 1294, 492, 1316]
story7-col2: ದೇಹದ ಫಿಟ್‌ನೆಸ್‌ಗೆ ಮಾತ್ರವಲ್ಲದೆ ಮನಸ್ಸಿನ ಆರೋಗ್ಯಕ್ಕೂ ಯೋಗ ಪೂರಕ. ಯುವಜನರು ಯೋಗದತ್ತ ಆಕರ್ಷಿತರಾಗಬೇಕು. ಶಿಸ್ತುಬದ್ಧ ಜೀವನಕ್ಕೆ ಯೋಗ ದಾರಿದೀಪ. ಕಾರ್ಯಕ್ರಮದಲ್ಲಿ ಸಾವಿರಾರು ವಿದ್ಯಾರ್ಥಿಗಳು ಸಾಮೂಹಿಕ ಯೋಗ ಪ್ರದರ್ಶನ ನೀಡಿದರು. ಯೋಗ ಗುರುಗಳು ವಿವಿಧ ಆಸನಗಳನ್ನು ಪ್ರದರ್ಶಿಸಿದರು.: [174, 1392, 334, 1438]
portrait-face: [761, 948, 793, 988]
sidebar3-portrait: [741, 698, 813, 788]
story2-headline-line2: ನಗರಸಭೆಗೆ ಹಸ್ತಾಂತರ: [43, 400, 239, 433]
sidebar4-body-bottom: ಬೈಕ್‌ನಲ್ಲಿ ತೆರಳುತ್ತಿದ್ದಾಗ ಎದುರಿನಿಂದ ಬಂದ ಲಾರಿ ಡಿಕ್ಕಿ ಹೊಡೆದಿದ್ದು ತೀವ್ರವಾಗಿ ಗಾಯಗೊಂಡ ಯುವಕ ಸ್ಥಳದಲ್ಲೇ ಮೃತಪಟ್ಟಿದ್ದಾನೆ. ಸ್ಥಳಕ್ಕೆ ಪೊಲೀಸರು ಭೇಟಿ ನೀಡಿ ಪರಿಶೀಲನೆ ನಡೆಸಿದರು. ಈ ಸಂಬಂಧ ಸಂಚಾರಿ ಪೊಲೀಸ್ ಠಾಣೆಯಲ್ಲಿ ಪ್ರಕರಣ ದಾಖಲಾಗಿದೆ.: [817, 936, 940, 982]
sidebar-divider: [736, 60, 737, 1160]
story2-col3: ಮಾಡಬೇಕಿದೆ ಎಂದರು. ನೀರಿನ ಸಮಸ್ಯೆ ಬಗ್ಗೆ ನಿವಾಸಿಗಳು ಗಮನ ಸೆಳೆದರು. ಕೂಡಲೇ ಸಮಸ್ಯೆ ಬಗೆಹರಿಸುವಂತೆ ಸೂಚಿಸಲಾಯಿತು. ಹೊಸ ಬಡಾವಣೆಗಳಿಗೆ ಮೂಲ ಸೌಕರ್ಯ ಒದಗಿಸಲು ಅನುದಾನ ಮೀಸಲಿಡಲಾಗಿದೆ. ರಸ್ತೆಗಳ ಡಾಂಬರೀಕರಣ ಕಾಮಗಾರಿ ಶೀಘ್ರ ಆರಂಭವಾಗಲಿದೆ. ಕಾರ್ಯಕ್ರಮದಲ್ಲಿ ಸ್ಥಳೀಯ ಮುಖಂಡರು ಭಾಗವಹಿಸಿದ್ದರು ಎಂದು ತಿಳಿಸಿದರು.: [188, 552, 276, 655]
